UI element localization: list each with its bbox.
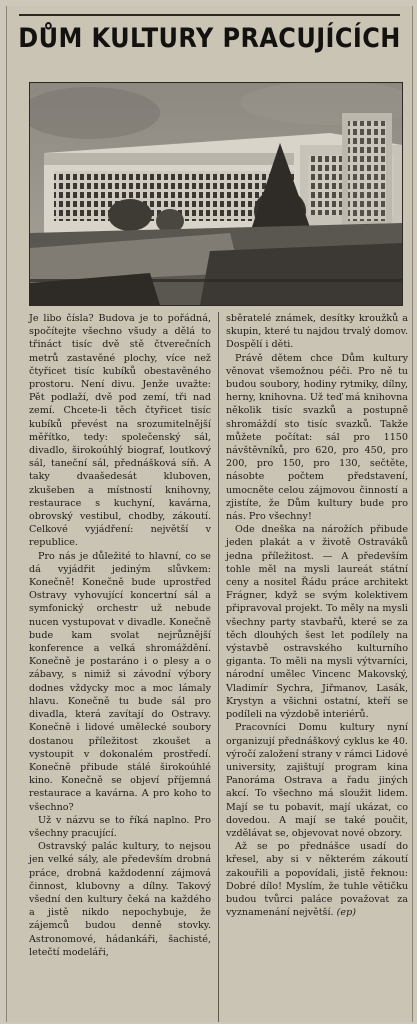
article-paragraph: sběratelé známek, desítky kroužků a skupin, které tu najdou trvalý domov. Dospělí i děti. [226,313,408,351]
article-paragraph-text: Až se po přednášce usadí do křesel, aby si v některém zákoutí zakouřili a popovídali, jistě řeknou: Dobré dílo! Myslím, že tuhle větičku budou tvůrci paláce považovat za vyznamenání největší. [226,841,408,919]
article-paragraph: Pro nás je důležité to hlavní, co se dá vyjádřit jediným slůvkem: Konečně! Konečně bude uprostřed Ostravy vyhovující koncertní sál a symfonický orchestr už nebude nucen vystupovat v divadle. Konečně bude kam svolat nejrůznější konference a velká shromáždění. Konečně je postaráno i o plesy a o zábavy, s nimiž si závodní výbory dodnes vždycky moc a moc lámaly hlavu. Konečně tu bude sál pro divadla, která zavítají do Ostravy. Konečně i lidové umělecké soubory dostanou příležitost zkoušet a vystoupit v dokonalém prostředí. Konečně přibude stálé širokoúhlé kino. Konečně se objeví příjemná restaurace a kavárna. A pro koho to všechno? [29,550,211,813]
article-column-right [226,312,408,919]
article-paragraph: Právě dětem chce Dům kultury věnovat všemožnou péči. Pro ně tu budou soubory, hodiny rytmiky, dílny, herny, knihovna. Už teď má knihovna několik tisíc svazků a postupně shromáždí sto tisíc svazků. Takže můžete počítat: sál pro 1150 návštěvníků, pro 620, pro 450, pro 200, pro 150, pro 130, sečtěte, násobte počtem představení, umocněte celou zájmovou činností a zjistíte, že Dům kultury bude pro nás. Pro všechny! [226,352,408,523]
article-paragraph: Už v názvu se to říká naplno. Pro všechny pracující. [29,814,211,839]
article-paragraph: Ode dneška na nárožích přibude jeden plakát a v životě Ostraváků jedna příležitost. — A především tohle měl na mysli laureát státní ceny a nositel Řádu práce architekt Frágner, když se svým kolektivem připravoval projekt. To měly na mysli všechny party stavbařů, které se za těch dlouhých šest let podílely na výstavbě ostravského kulturního giganta. To měli na mysli výtvarníci, národní umělec Vincenc Makovský, Vladimír Sychra, Jiřmanov, Lasák, Krystyn a všichni ostatní, kteří se podíleli na výzdobě interiérů. [226,524,408,721]
author-signature: (ep) [336,907,356,919]
building-photo [29,82,403,306]
newspaper-clipping [6,6,413,1022]
article-paragraph: Ostravský palác kultury, to nejsou jen velké sály, ale především drobná práce, drobná každodenní zájmová činnost, klubovny a dílny. Takový všední den kultury čeká na každého a jistě nikdo nepochybuje, že zájemců budou denně stovky. Astronomové, hádankáři, šachisté, letečtí modeláři, [29,841,211,958]
article-paragraph [226,840,408,919]
top-rule [19,14,400,16]
article-paragraph: Je libo čísla? Budova je to pořádná, spočítejte všechno všudy a dělá to třináct tisíc dvě stě čtverečních metrů zastavěné plochy, více než čtyřicet tisíc kubíků obestavěného prostoru. Není divu. Jenže uvažte: Pět podlaží, dvě pod zemí, tři nad zemí. Chcete-li těch čtyřicet tisíc kubíků převést na srozumitelnější měřítko, tedy: společenský sál, divadlo, širokoúhlý biograf, loutkový sál, taneční sál, přednášková síň. A taky dvaašedesát kluboven, zkušeben a místností knihovny, restaurace s kuchyní, kavárna, obrovský vestibul, chodby, zákoutí. Celkové vyjádření: největší v republice. [29,313,211,549]
column-divider [218,312,219,1022]
article-body [29,312,411,1024]
article-paragraph: Pracovníci Domu kultury nyní organizují přednáškový cyklus ke 40. výročí založení strany v rámci Lidové university, zajištují program kina Panoráma Ostrava a řadu jiných akcí. To všechno má sloužit lidem. Mají se tu pobavit, mají ukázat, co dovedou. A mají se také poučit, vzdělávat se, objevovat nové obzory. [226,722,408,839]
headline: DŮM KULTURY PRACUJÍCÍCH [18,22,401,54]
article-column-left [29,312,211,959]
building-photo-image [30,83,402,305]
